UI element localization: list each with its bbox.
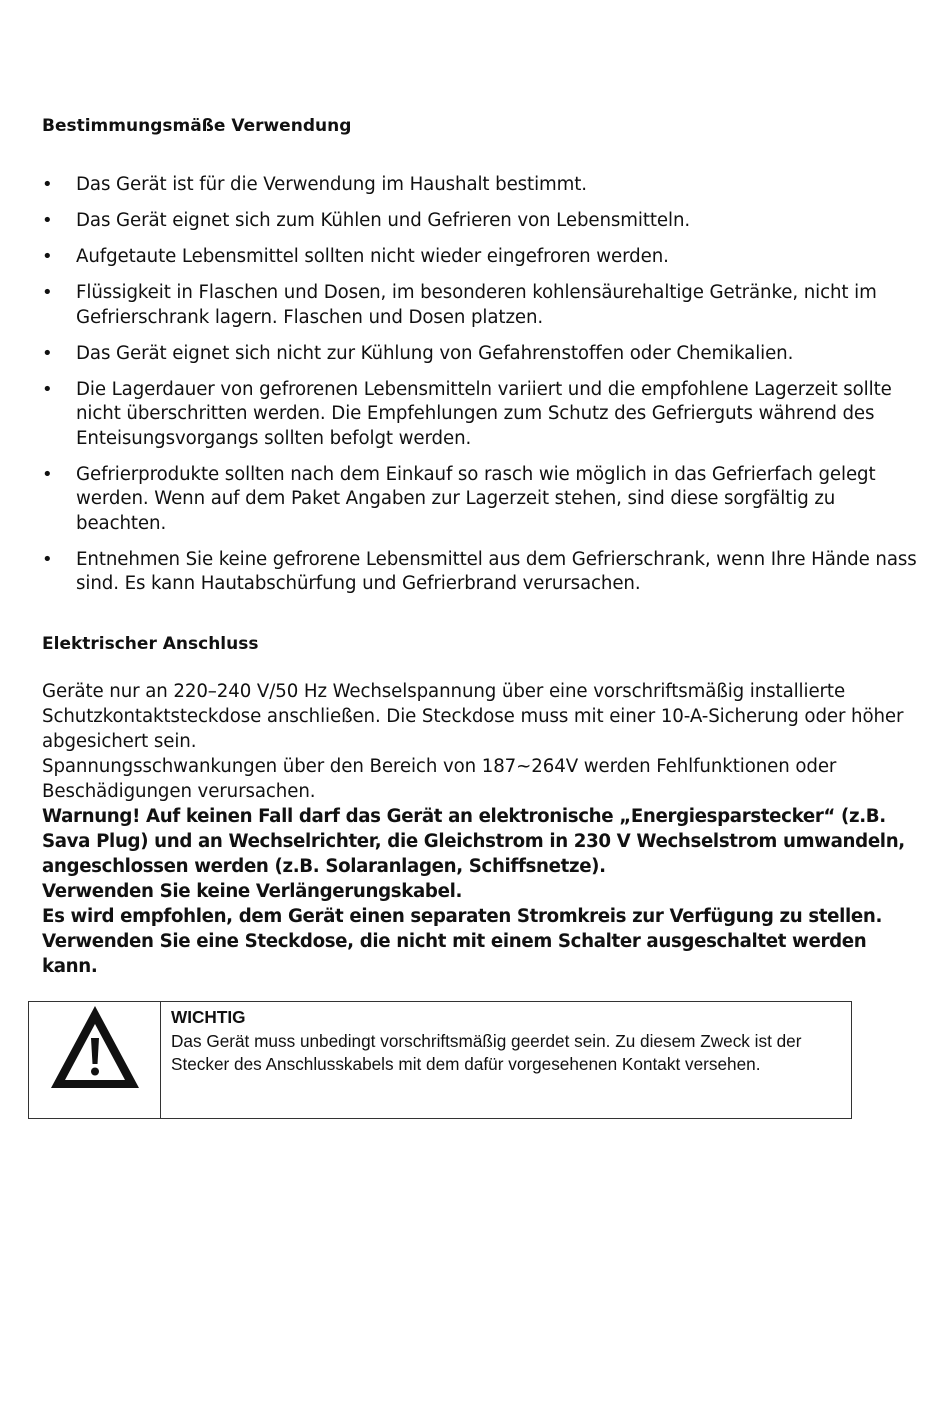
warning-separate-circuit: Es wird empfohlen, dem Gerät einen separaten Stromkreis zur Verfügung zu stellen. [42, 906, 883, 927]
list-item: • Das Gerät eignet sich zum Kühlen und Gefrieren von Lebensmitteln. [42, 209, 922, 234]
notice-title: WICHTIG [171, 1007, 246, 1027]
electrical-connection-text [42, 679, 922, 979]
list-item: • Gefrierprodukte sollten nach dem Einkauf so rasch wie möglich in das Gefrierfach gelegt werden. Wenn auf dem Paket Angaben zur Lagerzeit stehen, sind diese sorgfältig zu beachten. [42, 463, 922, 537]
list-item: • Flüssigkeit in Flaschen und Dosen, im besonderen kohlensäurehaltige Getränke, nicht im Gefrierschrank lagern. Flaschen und Dosen platzen. [42, 281, 922, 330]
fluctuation-paragraph: Spannungsschwankungen über den Bereich von 187~264V werden Fehlfunktionen oder Beschädigungen verursachen. [42, 756, 837, 802]
notice-text-cell [161, 1002, 851, 1118]
warning-switched-socket: Verwenden Sie eine Steckdose, die nicht mit einem Schalter ausgeschaltet werden kann. [42, 931, 867, 977]
warning-extension-cable: Verwenden Sie keine Verlängerungskabel. [42, 881, 463, 902]
voltage-paragraph: Geräte nur an 220–240 V/50 Hz Wechselspannung über eine vorschriftsmäßig installierte Schutzkontaktsteckdose anschließen. Die Steckdose muss mit einer 10-A-Sicherung oder höher abgesichert sein. [42, 681, 904, 752]
list-item: • Aufgetaute Lebensmittel sollten nicht wieder eingefroren werden. [42, 245, 922, 270]
warning-triangle-icon [47, 1002, 143, 1094]
important-notice-box [28, 1001, 852, 1119]
notice-body: Das Gerät muss unbedingt vorschriftsmäßig geerdet sein. Zu diesem Zweck ist der Stecker des Anschlusskabels mit dem dafür vorgesehenen Kontakt versehen. [171, 1030, 802, 1074]
list-item: • Die Lagerdauer von gefrorenen Lebensmitteln variiert und die empfohlene Lagerzeit sollte nicht überschritten werden. Die Empfehlungen zum Schutz des Gefrierguts während des Enteisungsvorgangs sollten befolgt werden. [42, 378, 922, 452]
intended-use-list [42, 173, 922, 608]
warning-energy-saver: Warnung! Auf keinen Fall darf das Gerät an elektronische „Energiesparstecker“ (z.B. Sava Plug) und an Wechselrichter, die Gleichstrom in 230 V Wechselstrom umwandeln, angeschlossen werden (z.B. Solaranlagen, Schiffsnetze). [42, 806, 905, 877]
section-heading-intended-use: Bestimmungsmäße Verwendung [42, 116, 352, 136]
section-heading-electrical-connection: Elektrischer Anschluss [42, 634, 259, 654]
list-item: • Das Gerät ist für die Verwendung im Haushalt bestimmt. [42, 173, 922, 198]
list-item: • Entnehmen Sie keine gefrorene Lebensmittel aus dem Gefrierschrank, wenn Ihre Hände nass sind. Es kann Hautabschürfung und Gefrierbrand verursachen. [42, 548, 922, 597]
list-item: • Das Gerät eignet sich nicht zur Kühlung von Gefahrenstoffen oder Chemikalien. [42, 342, 922, 367]
notice-icon-cell [29, 1002, 161, 1118]
